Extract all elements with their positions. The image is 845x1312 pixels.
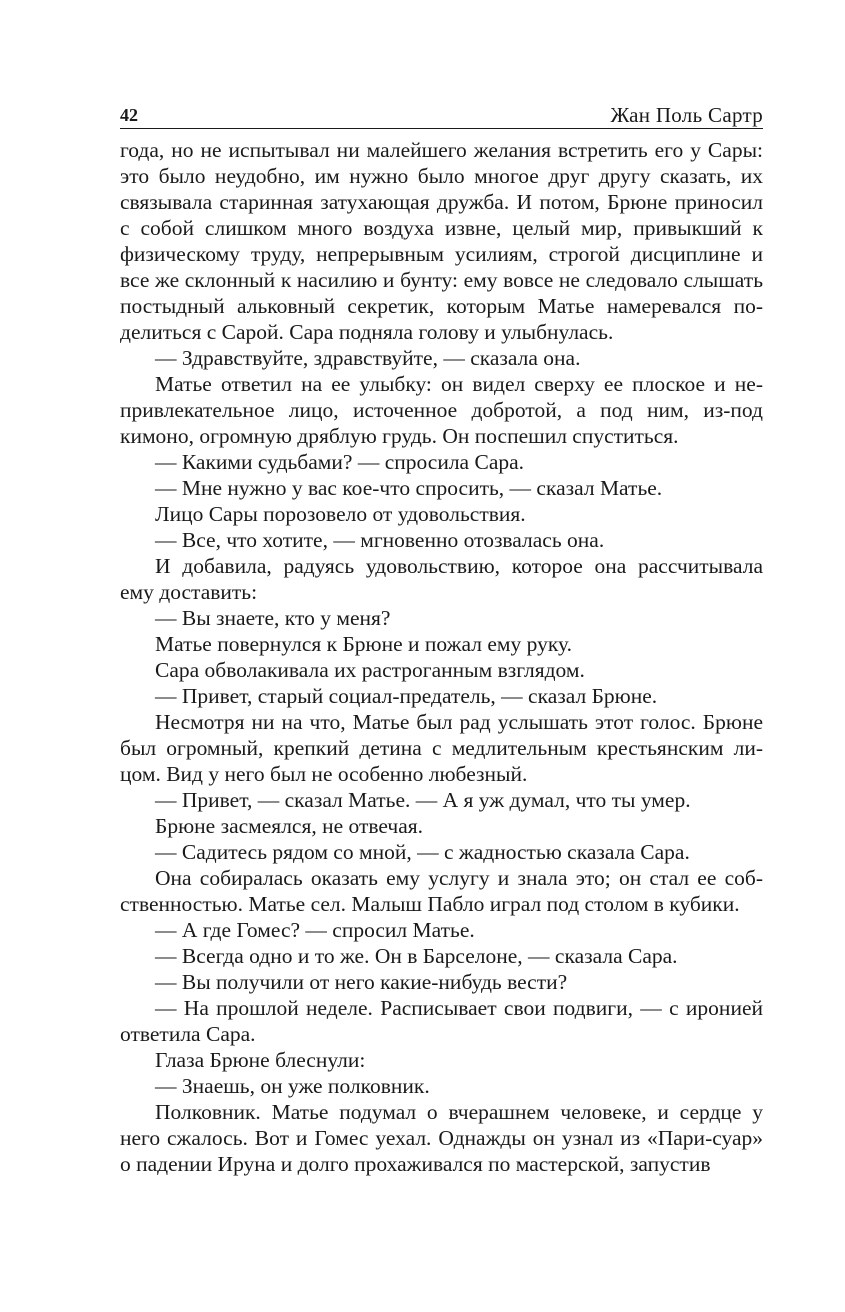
paragraph: — Садитесь рядом со мной, — с жадностью сказала Сара.: [155, 840, 690, 864]
paragraph: — Привет, старый социал-предатель, — сказал Брюне.: [155, 684, 658, 708]
paragraph: — Вы знаете, кто у меня?: [155, 606, 391, 630]
paragraph: Она собиралась оказать ему услугу и знала это; он стал ее собственностью. Матье сел. Малыш Пабло играл под столом в кубики.: [120, 866, 763, 916]
paragraph: — Все, что хотите, — мгновенно отозвалась она.: [155, 528, 605, 552]
paragraph: года, но не испытывал ни малейшего желания встретить его у Сары: это было неудобно, им нужно было многое друг другу сказать, их связывала старинная затухающая дружба. И потом, Брюне приносил с собой слишком много воздуха извне, целый мир, привыкший к физическому труду, непрерывным усилиям, строгой дисциплине и все же склонный к насилию и бунту: ему вовсе не следовало слышать постыдный альковный секретик, которым Матье намеревался поделиться с Сарой. Сара подняла голову и улыбнулась.: [120, 138, 763, 344]
paragraph: Сара обволакивала их растроганным взглядом.: [155, 658, 585, 682]
paragraph: Матье повернулся к Брюне и пожал ему руку.: [155, 632, 572, 656]
paragraph: — Знаешь, он уже полковник.: [155, 1074, 430, 1098]
paragraph: Полковник. Матье подумал о вчерашнем человеке, и сердце у него сжалось. Вот и Гомес уехал. Однажды он узнал из «Пари-суар» о падении Ируна и долго прохаживался по мастерской, запустив: [120, 1100, 763, 1176]
paragraph: — Здравствуйте, здравствуйте, — сказала она.: [155, 346, 581, 370]
paragraph: — Всегда одно и то же. Он в Барселоне, — сказала Сара.: [155, 944, 678, 968]
paragraph: — Вы получили от него какие-нибудь вести?: [155, 970, 568, 994]
paragraph: — На прошлой неделе. Расписывает свои подвиги, — с иронией ответила Сара.: [120, 996, 763, 1046]
paragraph: — Мне нужно у вас кое-что спросить, — сказал Матье.: [155, 476, 663, 500]
page-number: 42: [120, 105, 138, 125]
paragraph: Глаза Брюне блеснули:: [155, 1048, 366, 1072]
page-header: [120, 100, 763, 129]
paragraph: Брюне засмеялся, не отвечая.: [155, 814, 424, 838]
paragraph: Лицо Сары порозовело от удовольствия.: [155, 502, 526, 526]
paragraph: — Привет, — сказал Матье. — А я уж думал, что ты умер.: [155, 788, 691, 812]
paragraph: И добавила, радуясь удовольствию, которое она рассчитывала ему доставить:: [120, 554, 763, 604]
running-head: Жан Поль Сартр: [610, 103, 763, 127]
paragraph: — А где Гомес? — спросил Матье.: [155, 918, 475, 942]
book-page: [120, 100, 763, 1177]
paragraph: Несмотря ни на что, Матье был рад услышать этот голос. Брюне был огромный, крепкий детина с медлительным крестьянским лицом. Вид у него был не особенно любезный.: [120, 710, 763, 786]
body-text: [120, 137, 763, 1177]
paragraph: — Какими судьбами? — спросила Сара.: [155, 450, 525, 474]
paragraph: Матье ответил на ее улыбку: он видел сверху ее плоское и непривлекательное лицо, источенное добротой, а под ним, из-под кимоно, огромную дряблую грудь. Он поспешил спуститься.: [120, 372, 763, 448]
